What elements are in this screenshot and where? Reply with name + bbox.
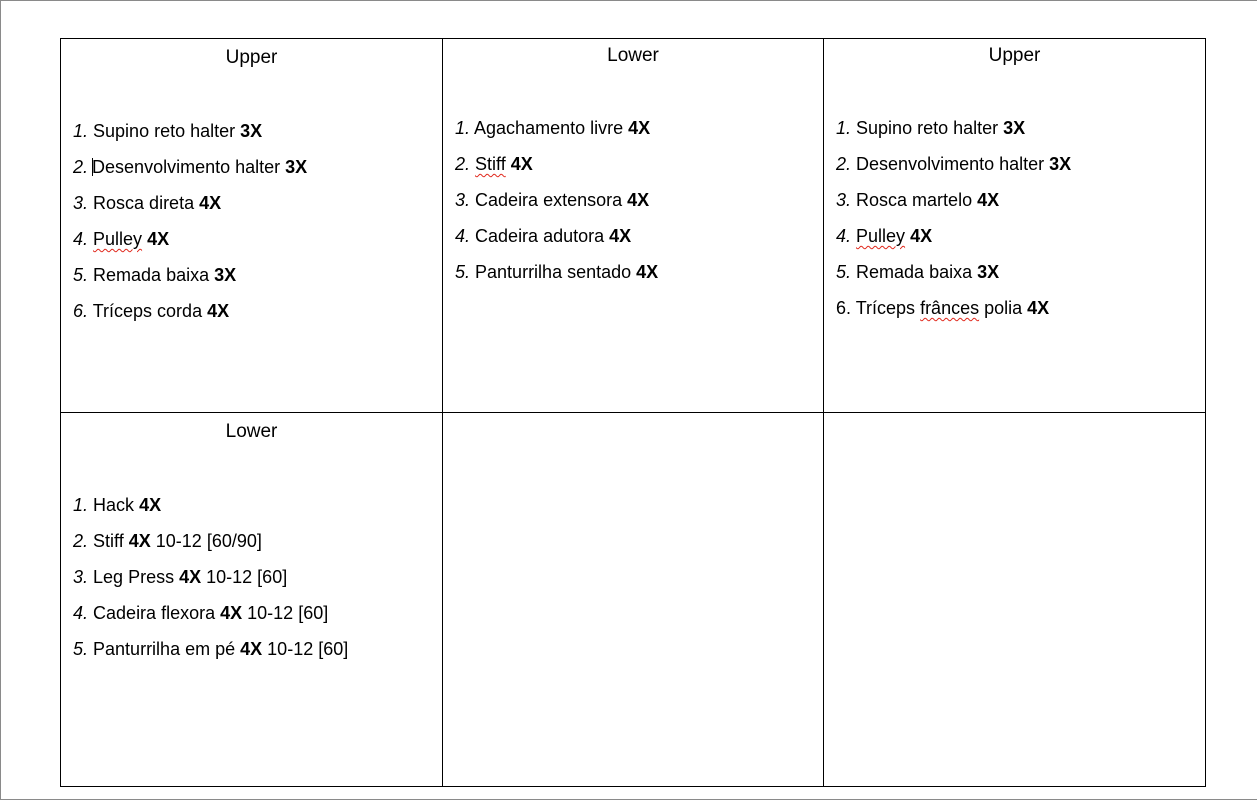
list-item: 5. Remada baixa 3X xyxy=(73,265,237,285)
list-item: 4. Pulley 4X xyxy=(836,226,933,246)
misspelled-word: Pulley xyxy=(856,226,906,246)
workout-cell-lower-2[interactable] xyxy=(60,412,443,787)
list-item: 1. Hack 4X xyxy=(73,495,162,515)
exercise-list xyxy=(836,117,1071,333)
exercise-list xyxy=(73,494,348,674)
workout-cell-lower-1[interactable] xyxy=(442,38,824,413)
list-item: 6. Tríceps corda 4X xyxy=(73,301,230,321)
cell-title: Lower xyxy=(225,421,278,442)
cell-title: Upper xyxy=(988,45,1041,66)
cell-title: Upper xyxy=(225,47,278,68)
list-item: 1. Supino reto halter 3X xyxy=(836,118,1026,138)
exercise-list xyxy=(455,117,658,297)
empty-cell[interactable] xyxy=(442,412,824,787)
misspelled-word: Pulley xyxy=(93,229,143,249)
list-item: 3. Leg Press 4X 10-12 [60] xyxy=(73,567,288,587)
list-item: 4. Cadeira adutora 4X xyxy=(455,226,632,246)
workout-cell-upper-1[interactable] xyxy=(60,38,443,413)
list-item: 1. Supino reto halter 3X xyxy=(73,121,263,141)
list-item: 3. Rosca direta 4X xyxy=(73,193,222,213)
list-item: 1. Agachamento livre 4X xyxy=(455,118,651,138)
list-item: 3. Cadeira extensora 4X xyxy=(455,190,650,210)
misspelled-word: Stiff xyxy=(475,154,506,174)
exercise-list xyxy=(73,120,307,336)
empty-cell[interactable] xyxy=(823,412,1206,787)
list-item: 3. Rosca martelo 4X xyxy=(836,190,1000,210)
misspelled-word: frânces xyxy=(920,298,980,318)
list-item: 5. Panturrilha em pé 4X 10-12 [60] xyxy=(73,639,349,659)
cell-title: Lower xyxy=(607,45,659,66)
workout-cell-upper-2[interactable] xyxy=(823,38,1206,413)
list-item: 6. Tríceps frânces polia 4X xyxy=(836,298,1050,318)
list-item: 5. Panturrilha sentado 4X xyxy=(455,262,659,282)
list-item: 2. Desenvolvimento halter 3X xyxy=(73,157,308,177)
list-item: 4. Pulley 4X xyxy=(73,229,170,249)
list-item: 2. Stiff 4X 10-12 [60/90] xyxy=(73,531,262,551)
list-item: 2. Desenvolvimento halter 3X xyxy=(836,154,1072,174)
list-item: 4. Cadeira flexora 4X 10-12 [60] xyxy=(73,603,329,623)
list-item: 5. Remada baixa 3X xyxy=(836,262,1000,282)
list-item: 2. Stiff 4X xyxy=(455,154,533,174)
